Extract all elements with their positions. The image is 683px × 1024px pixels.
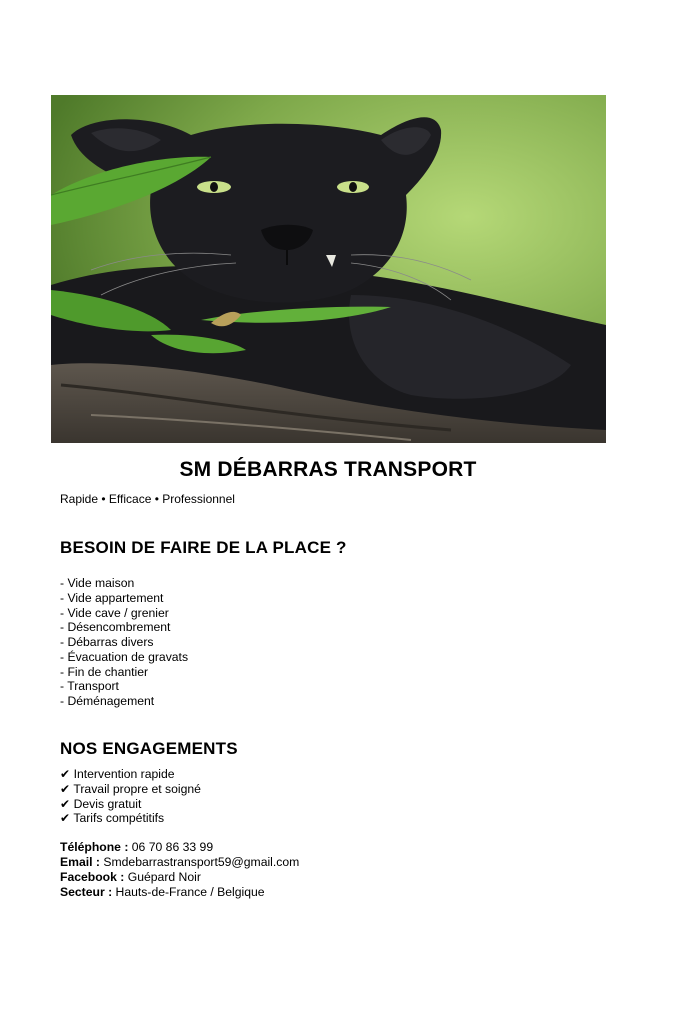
engagements-heading: NOS ENGAGEMENTS bbox=[60, 739, 238, 758]
list-item: - Évacuation de gravats bbox=[60, 649, 189, 664]
contact-email bbox=[60, 855, 299, 870]
services-list bbox=[60, 576, 188, 709]
list-item: ✔ Intervention rapide bbox=[60, 767, 175, 781]
services-heading: BESOIN DE FAIRE DE LA PLACE ? bbox=[60, 538, 347, 557]
list-item: - Vide maison bbox=[60, 576, 135, 590]
tagline: Rapide • Efficace • Professionnel bbox=[60, 492, 235, 506]
list-item: - Vide appartement bbox=[60, 590, 164, 605]
contact-phone-label: Téléphone : bbox=[60, 840, 129, 854]
list-item: ✔ Tarifs compétitifs bbox=[60, 811, 165, 826]
list-item: - Fin de chantier bbox=[60, 664, 149, 679]
page-title: SM DÉBARRAS TRANSPORT bbox=[179, 458, 477, 481]
engagements-list bbox=[60, 767, 201, 826]
list-item: - Vide cave / grenier bbox=[60, 605, 169, 620]
hero-image bbox=[51, 95, 606, 443]
contact-email-label: Email : bbox=[60, 855, 100, 869]
contact-phone bbox=[60, 840, 299, 855]
contact-sector bbox=[60, 885, 299, 900]
contact-block bbox=[60, 840, 299, 900]
contact-facebook-label: Facebook : bbox=[60, 870, 125, 884]
list-item: ✔ Travail propre et soigné bbox=[60, 781, 201, 796]
contact-sector-label: Secteur : bbox=[60, 885, 113, 899]
sector-value: Hauts-de-France / Belgique bbox=[115, 885, 265, 899]
panther-illustration bbox=[51, 95, 606, 443]
list-item: - Déménagement bbox=[60, 694, 155, 708]
phone-number[interactable]: 06 70 86 33 99 bbox=[131, 840, 214, 854]
facebook-page[interactable]: Guépard Noir bbox=[127, 870, 201, 884]
list-item: - Transport bbox=[60, 679, 119, 694]
list-item: - Débarras divers bbox=[60, 635, 154, 649]
list-item: ✔ Devis gratuit bbox=[60, 796, 142, 811]
email-address[interactable]: Smdebarrastransport59@gmail.com bbox=[103, 855, 300, 869]
list-item: - Désencombrement bbox=[60, 620, 171, 635]
contact-facebook bbox=[60, 870, 299, 885]
